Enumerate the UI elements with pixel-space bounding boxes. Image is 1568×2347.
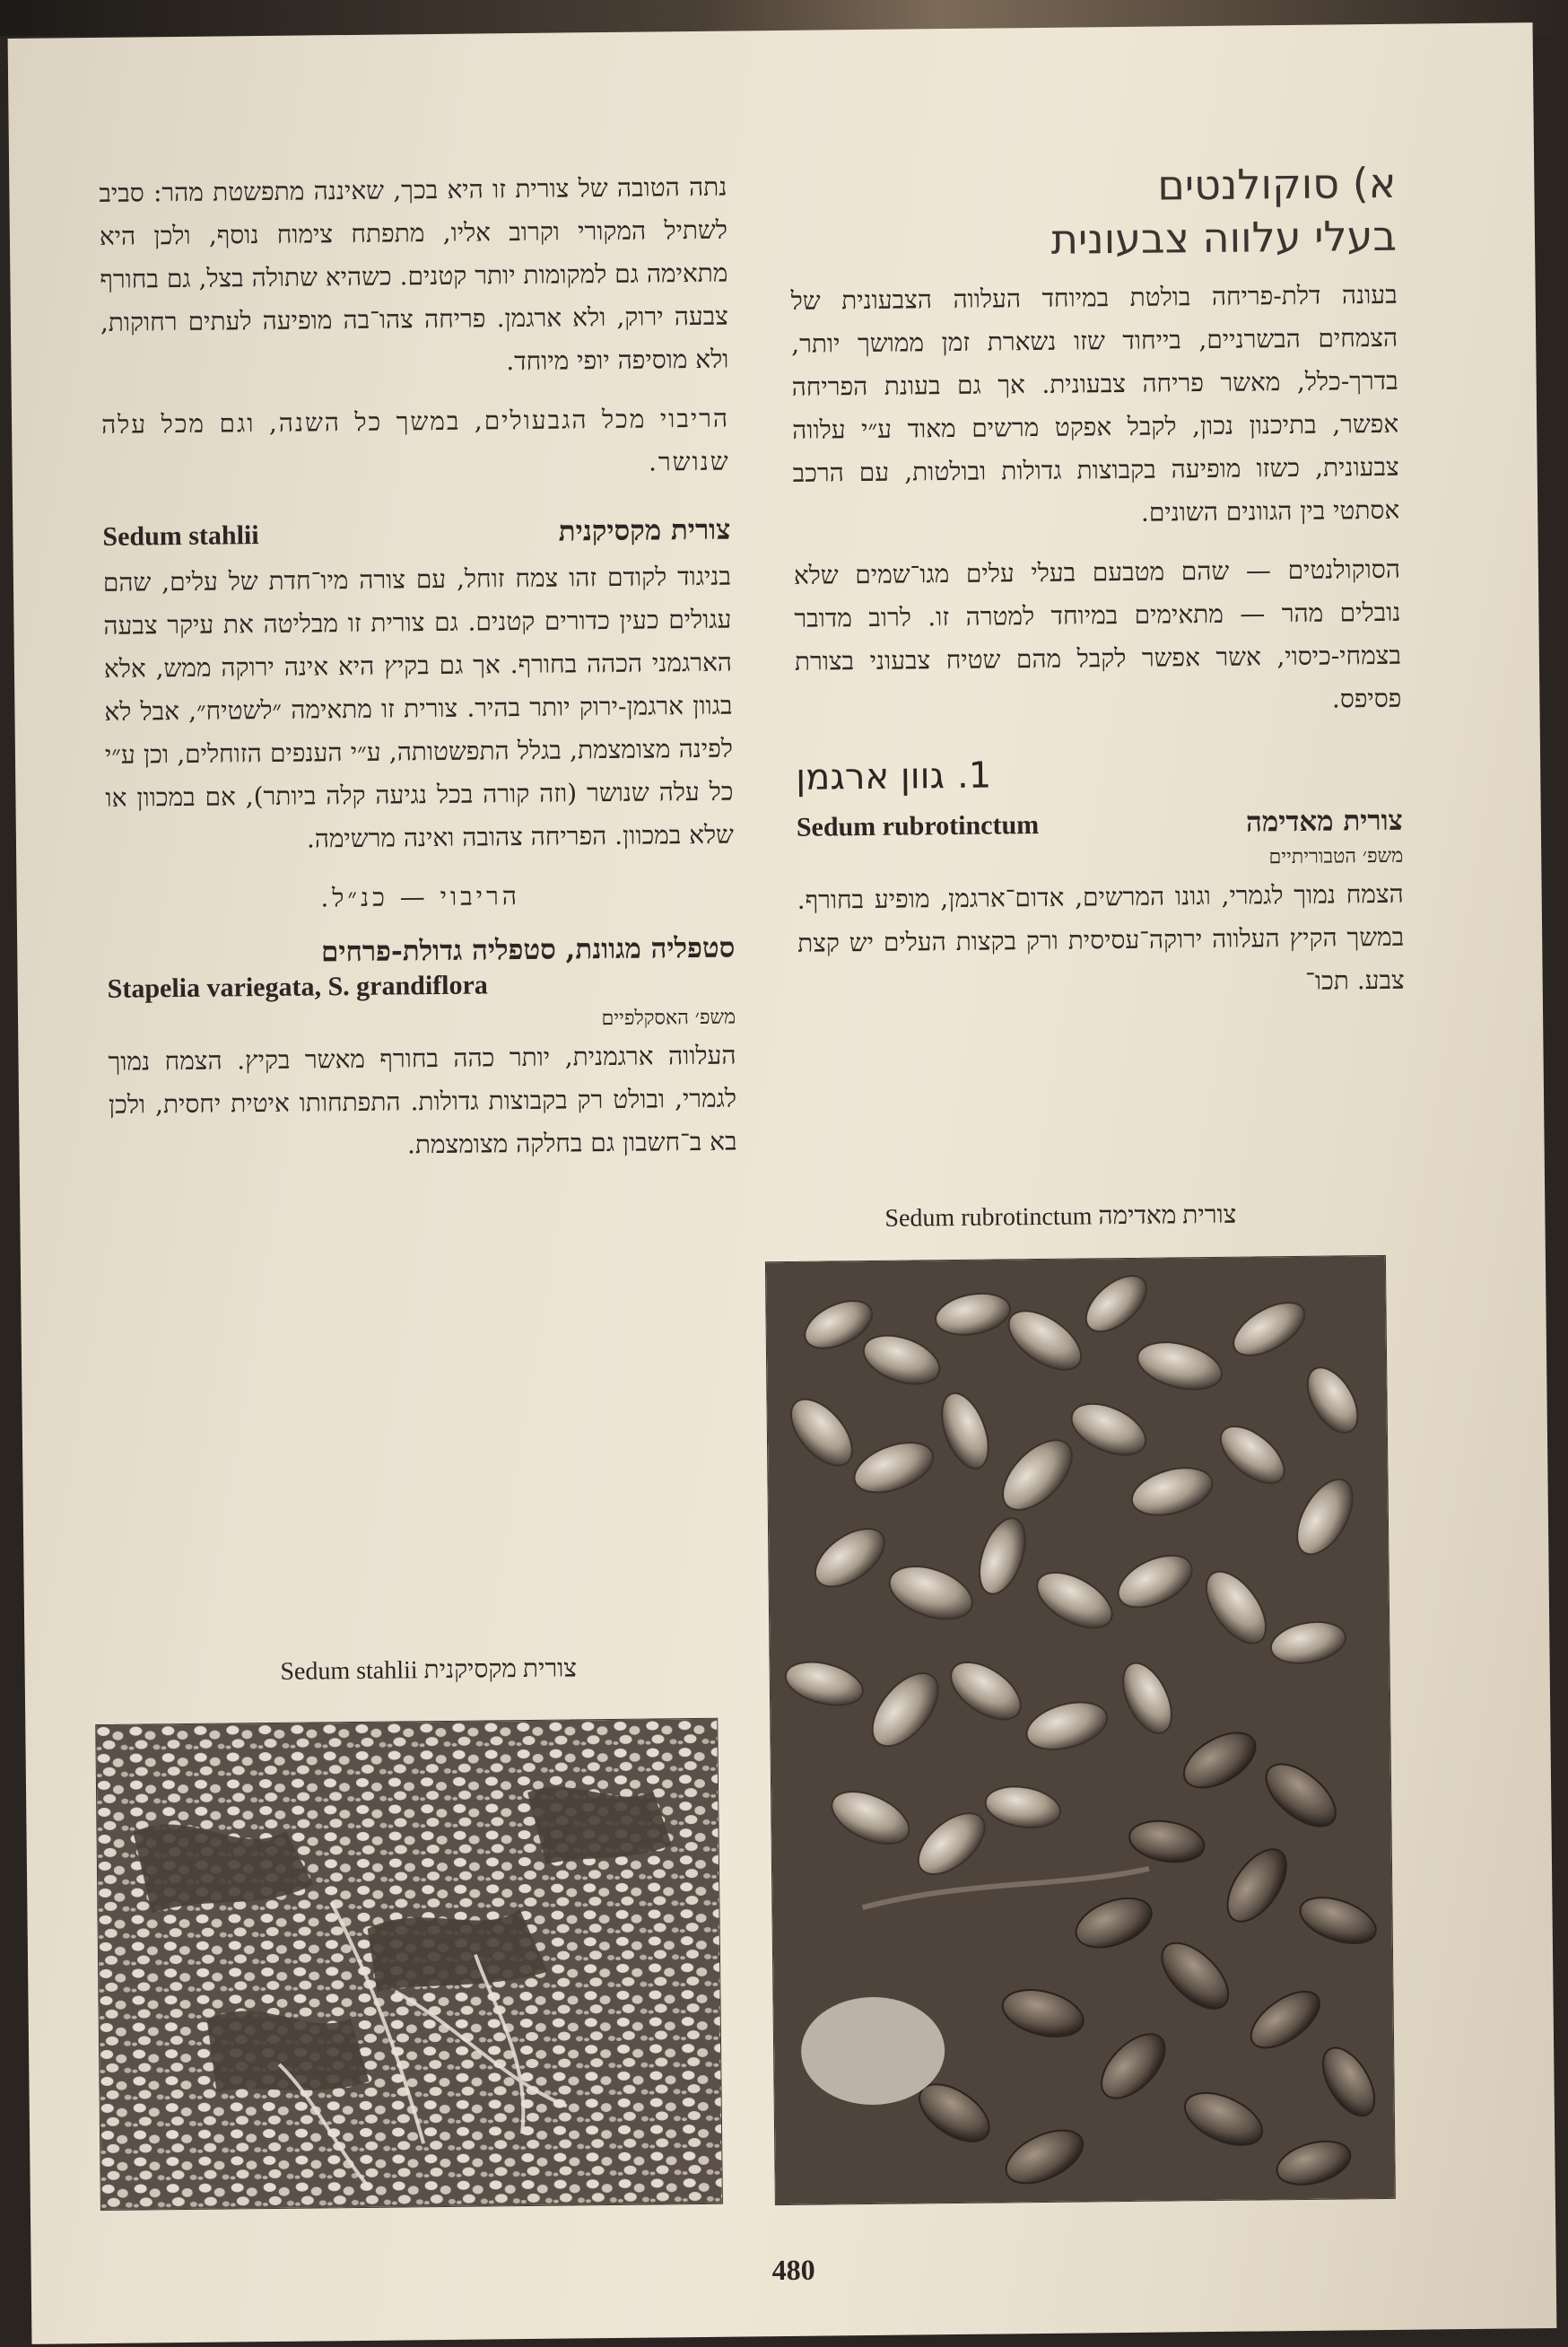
right-column bbox=[789, 159, 1405, 1025]
sedum-rubrotinctum-photo-image bbox=[766, 1256, 1395, 2204]
propagation-paragraph: הריבוי מכל הגבעולים, במשך כל השנה, וגם מכל עלה שנושר. bbox=[100, 403, 730, 477]
plant-3-latin-name: Stapelia variegata, S. grandiflora bbox=[107, 970, 488, 1004]
photo-caption-right bbox=[800, 1200, 1320, 1235]
subsection-number: 1. bbox=[956, 755, 992, 798]
plant-3-description: העלווה ארגמנית, יותר כהה בחורף מאשר בקיץ. הצמח נמוך לגמרי, ובולט רק בקבוצות גדולות. התפתחותו איטית יחסית, ולכן בא ב־חשבון גם בחלקה מצומצמת. bbox=[108, 1040, 737, 1160]
plant-1-description: הצמח נמוך לגמרי, וגונו המרשים, אדום־ארגמן, מופיע בחורף. במשך הקיץ העלווה ירוקה־עסיסית ורק בקצות העלים יש קצת צבע. תכו־ bbox=[797, 879, 1405, 997]
sedum-stahlii-photo-image bbox=[96, 1719, 722, 2210]
photo-caption-right-hebrew: צורית מאדימה bbox=[1098, 1200, 1237, 1231]
photo-caption-left-latin: Sedum stahlii bbox=[280, 1656, 418, 1686]
intro-paragraph-2: הסוקולנטים — שהם מטבעם בעלי עלים מגו־שמים שלא נובלים מהר — מתאימים במיוחד למטרה זו. לרוב מדובר בצמחי-כיסוי, אשר אפשר לקבל מהם שטיח צבעוני בצורת פסיפס. bbox=[793, 554, 1402, 714]
subsection-title: גוון ארגמן bbox=[796, 755, 945, 799]
continued-paragraph: נתה הטובה של צורית זו היא בכך, שאיננה מתפשטת מהר: סביב לשתיל המקורי וקרוב אליו, מתפתח צימוח נוסף, ולכן היא מתאימה גם למקומות יותר קטנים. כשהיא שתולה בצל, גם בחורף צבעה ירוק, ולא ארגמן. פריחה צהו־בה מופיעה לעתים רחוקות, ולא מוסיפה יופי מיוחד. bbox=[99, 171, 729, 377]
plant-1-heading bbox=[797, 805, 1403, 843]
page-number: 480 bbox=[771, 2253, 815, 2287]
photo-caption-right-latin: Sedum rubrotinctum bbox=[884, 1202, 1093, 1233]
plant-2-description: בניגוד לקודם זהו צמח זוחל, עם צורה מיו־חדת של עלים, שהם עגולים כעין כדורים קטנים. גם צורית זו מבליטה את עיקר צבעה הארגמני הכהה בחורף. אך גם בקיץ היא אינה ירוקה ממש, אלא בגוון ארגמן-ירוק יותר בהיר. צורית זו מתאימה ״לשטיח״, אבל לא לפינה מצומצמת, בגלל התפשטותה, ע״י הענפים הזוחלים, וכן ע״י כל עלה שנושר (וזה קורה בכל נגיעה קלה ביותר), אם במכוון או שלא במכוון. הפריחה צהובה ואינה מרשימה. bbox=[102, 561, 735, 854]
plant-3-family: משפ׳ האסקלפיים bbox=[601, 1006, 736, 1031]
subsection-heading bbox=[796, 751, 1402, 798]
photo-caption-left bbox=[115, 1653, 743, 1688]
plant-1-latin-name: Sedum rubrotinctum bbox=[796, 810, 1040, 843]
intro-paragraph-1: בעונה דלת-פריחה בולטת במיוחד העלווה הצבעונית של הצמחים הבשרניים, בייחוד שזו נשארת זמן ממושך יותר, בדרך-כלל, מאשר פריחה צבעונית. אך גם בעונת הפריחה אפשר, בתיכנון נכון, לקבל אפקט מרשים מאוד ע״י עלווה צבעונית, כשזו מופיעה בקבוצות גדולות ובולטות, עם הרכב אסתטי בין הגוונים השונים. bbox=[790, 280, 1400, 528]
plant-3-hebrew-name: סטפליה מגוונת, סטפליה גדולת-פרחים bbox=[320, 931, 736, 969]
left-column bbox=[99, 166, 737, 1186]
photo-caption-left-hebrew: צורית מקסיקנית bbox=[423, 1654, 578, 1685]
section-subtitle: בעלי עלווה צבעונית bbox=[1050, 211, 1398, 264]
plant-1-hebrew-name: צורית מאדימה bbox=[1245, 805, 1403, 839]
section-title: א) סוקולנטים bbox=[1157, 158, 1397, 210]
sedum-rubrotinctum-photo bbox=[765, 1255, 1396, 2205]
plant-2-hebrew-name: צורית מקסיקנית bbox=[558, 513, 731, 548]
plant-1-family: משפ׳ הטבוריתיים bbox=[1268, 845, 1404, 869]
plant-2-heading bbox=[102, 514, 730, 553]
book-page bbox=[8, 22, 1557, 2344]
plant-2-propagation: הריבוי — כנ״ל. bbox=[320, 881, 521, 913]
plant-2-latin-name: Sedum stahlii bbox=[102, 520, 259, 552]
sedum-stahlii-photo bbox=[95, 1718, 723, 2211]
